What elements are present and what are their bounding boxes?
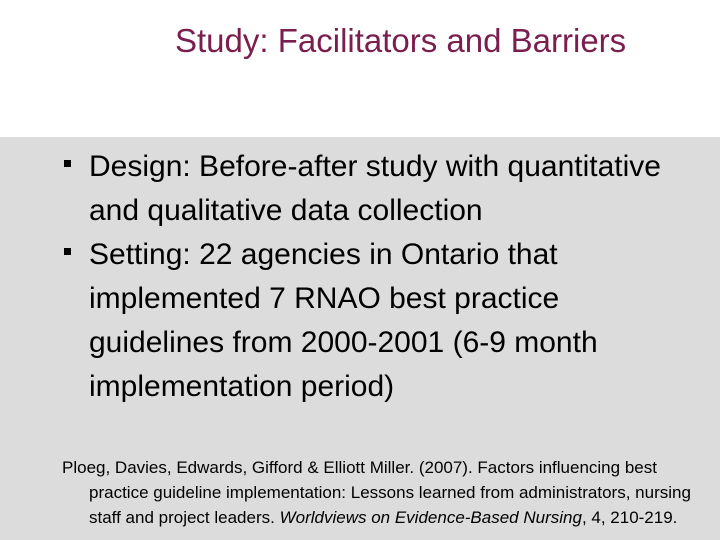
- bullet-item-setting: [0, 233, 720, 409]
- bullet-text-setting: Setting: 22 agencies in Ontario that implemented 7 RNAO best practice guidelines from 2000-2001 (6-9 month implementation period): [89, 238, 598, 403]
- square-bullet-icon: [62, 158, 74, 170]
- bullet-item-design: [0, 145, 720, 233]
- citation-journal: Worldviews on Evidence-Based Nursing: [279, 508, 582, 527]
- slide-title: Study: Facilitators and Barriers: [175, 22, 627, 59]
- bullet-text-design: Design: Before-after study with quantitative and qualitative data collection: [89, 150, 661, 227]
- bullet-list: [0, 145, 720, 409]
- citation-text: Ploeg, Davies, Edwards, Gifford & Elliott Miller. (2007). Factors influencing best practice guideline implementation: Lessons learned from administrators, nursing staff and project leaders.: [62, 458, 691, 527]
- citation: [0, 455, 700, 530]
- title-area: [0, 0, 720, 137]
- citation-tail: , 4, 210-219.: [581, 508, 678, 527]
- content-area: [0, 137, 720, 540]
- square-bullet-icon: [62, 246, 74, 258]
